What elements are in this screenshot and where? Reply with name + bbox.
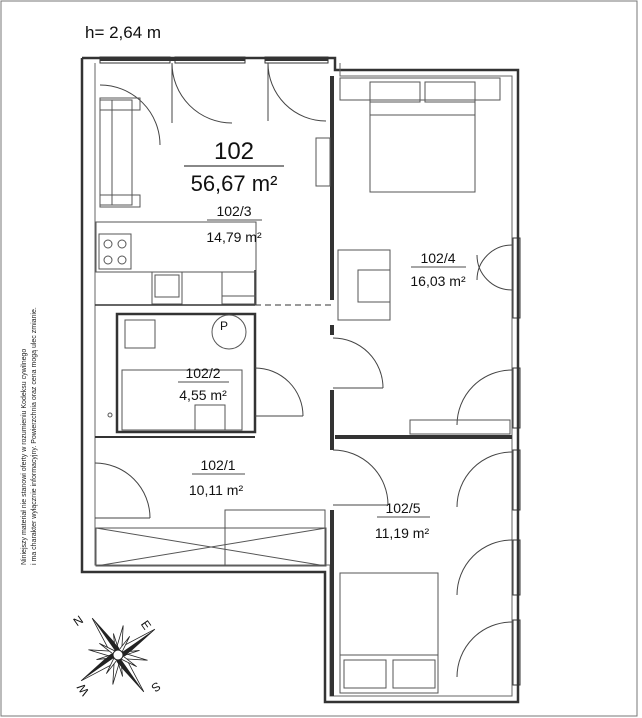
compass-e: E	[137, 617, 155, 633]
compass-s: S	[148, 678, 164, 696]
room-id-102-3: 102/3	[216, 203, 252, 219]
room-area-102-4: 16,03 m²	[410, 273, 466, 289]
disclaimer-line-2: i ma charakter wyłącznie informacyjny. Powierzchnia oraz cena mogą ulec zmianie.	[31, 307, 38, 565]
room-area-102-1: 10,11 m²	[188, 482, 244, 498]
room-id-102-4: 102/4	[420, 250, 456, 266]
room-id-102-5: 102/5	[385, 500, 421, 516]
compass-n: N	[70, 612, 86, 630]
disclaimer-line-1: Niniejszy materiał nie stanowi oferty w rozumieniu Kodeksu cywilnego	[21, 348, 28, 565]
room-area-102-5: 11,19 m²	[374, 525, 430, 541]
unit-total-area: 56,67 m²	[190, 171, 278, 196]
compass-rose	[71, 613, 164, 699]
room-id-102-2: 102/2	[185, 365, 221, 381]
disclaimer	[21, 307, 38, 565]
room-labels	[178, 138, 466, 541]
compass-w: W	[74, 680, 93, 699]
furniture	[96, 78, 510, 696]
ceiling-height-label: h= 2,64 m	[85, 23, 162, 42]
walls	[82, 58, 518, 702]
room-area-102-2: 4,55 m²	[179, 387, 227, 403]
bathroom-marker: P	[220, 319, 229, 333]
frame	[1, 1, 637, 716]
unit-number: 102	[213, 138, 255, 165]
room-area-102-3: 14,79 m²	[206, 229, 262, 245]
room-id-102-1: 102/1	[200, 457, 236, 473]
